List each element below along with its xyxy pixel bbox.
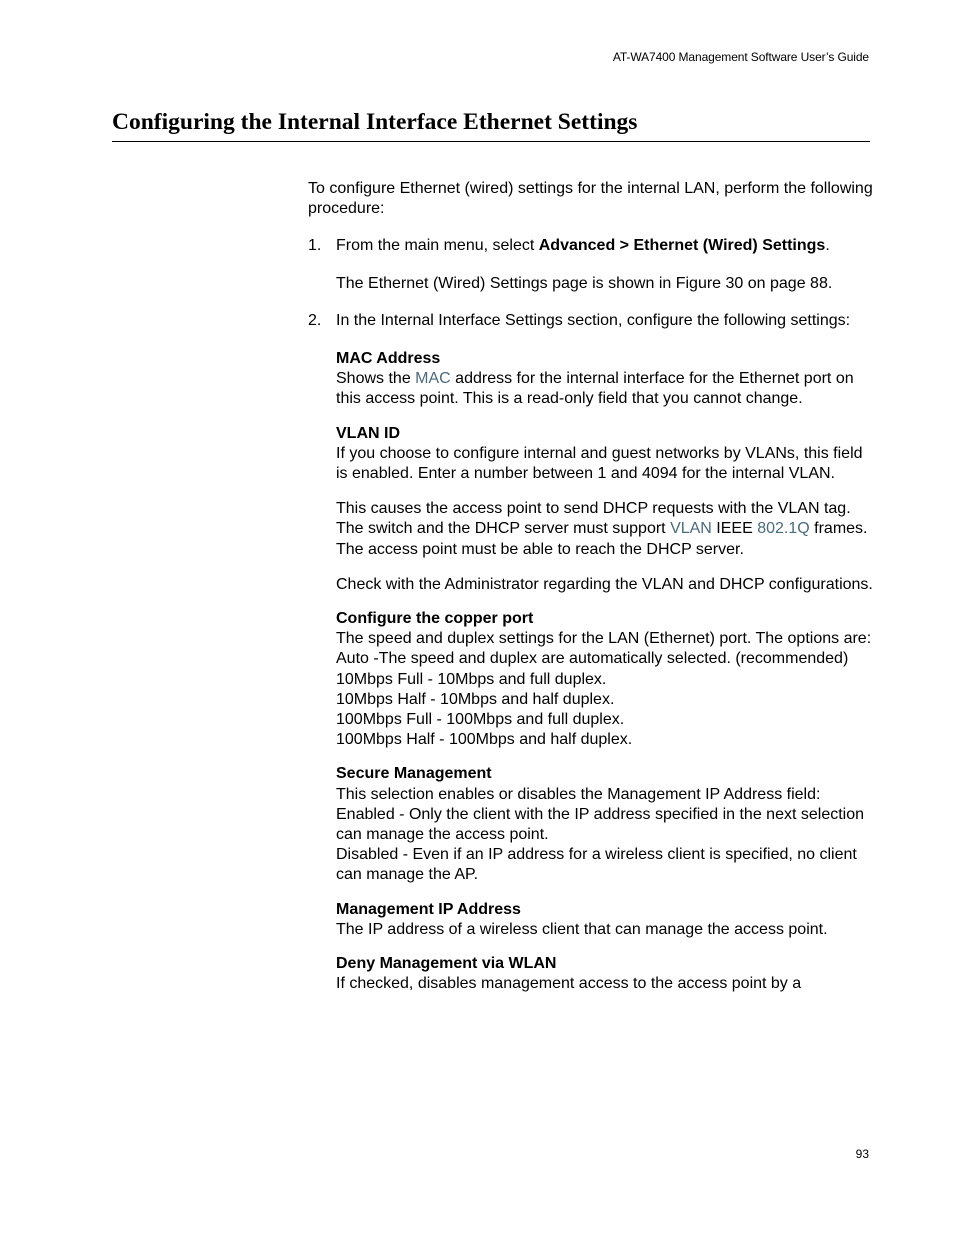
step-text: In the Internal Interface Settings section, configure the following settings: [336, 311, 851, 329]
glossary-link-vlan[interactable]: VLAN [670, 520, 712, 538]
running-header: AT-WA7400 Management Software User’s Guide [612, 50, 869, 64]
field-description: Shows the MAC address for the internal interface for the Ethernet port on this access point. This is a read-only field that you cannot change. [336, 370, 854, 408]
field-description: This causes the access point to send DHCP requests with the VLAN tag. The switch and the DHCP server must support VLAN IEEE 802.1Q frames. The access point must be able to reach the DHCP server. [336, 500, 868, 558]
field-description: If you choose to configure internal and guest networks by VLANs, this field is enabled. Enter a number between 1 and 4094 for the internal VLAN. [336, 444, 863, 483]
field-name: Configure the copper port [336, 610, 534, 628]
body-content [308, 179, 873, 995]
glossary-link-8021q[interactable]: 802.1Q [757, 520, 810, 538]
option-item: 100Mbps Half - 100Mbps and half duplex. [336, 731, 633, 749]
field-secure-management [336, 764, 873, 885]
field-name: MAC Address [336, 350, 441, 368]
option-item: Auto -The speed and duplex are automatically selected. (recommended) [336, 650, 849, 668]
field-management-ip [336, 900, 873, 940]
step-text: From the main menu, select Advanced > Ethernet (Wired) Settings. [336, 237, 830, 255]
option-item: Disabled - Even if an IP address for a wireless client is specified, no client can manage the AP. [336, 846, 857, 884]
field-mac-address [336, 349, 873, 410]
glossary-link-mac[interactable]: MAC [415, 370, 451, 388]
field-deny-management [336, 954, 873, 994]
step-note: The Ethernet (Wired) Settings page is shown in Figure 30 on page 88. [336, 274, 833, 292]
step-number: 2. [308, 311, 322, 329]
menu-path: Advanced > Ethernet (Wired) Settings [538, 237, 826, 255]
field-description: Check with the Administrator regarding the VLAN and DHCP configurations. [336, 575, 873, 593]
step-number: 1. [308, 237, 322, 255]
section-title: Configuring the Internal Interface Ethernet Settings [112, 108, 870, 142]
field-name: Management IP Address [336, 900, 521, 918]
field-description: This selection enables or disables the Management IP Address field: [336, 785, 821, 803]
intro-paragraph: To configure Ethernet (wired) settings for the internal LAN, perform the following procedure: [308, 180, 873, 218]
field-description: If checked, disables management access to the access point by a [336, 975, 802, 993]
page-number: 93 [855, 1147, 869, 1161]
step-2 [308, 311, 873, 995]
field-name: Deny Management via WLAN [336, 955, 557, 973]
field-description: The speed and duplex settings for the LAN (Ethernet) port. The options are: [336, 630, 872, 648]
field-description: The IP address of a wireless client that can manage the access point. [336, 920, 828, 938]
option-item: 10Mbps Full - 10Mbps and full duplex. [336, 670, 607, 688]
option-item: 100Mbps Full - 100Mbps and full duplex. [336, 711, 625, 729]
field-name: Secure Management [336, 765, 492, 783]
field-name: VLAN ID [336, 424, 400, 442]
option-item: 10Mbps Half - 10Mbps and half duplex. [336, 690, 615, 708]
option-item: Enabled - Only the client with the IP address specified in the next selection can manage the access point. [336, 805, 865, 844]
field-copper-port [336, 609, 873, 750]
step-1 [308, 236, 873, 293]
field-vlan-id [336, 424, 873, 595]
